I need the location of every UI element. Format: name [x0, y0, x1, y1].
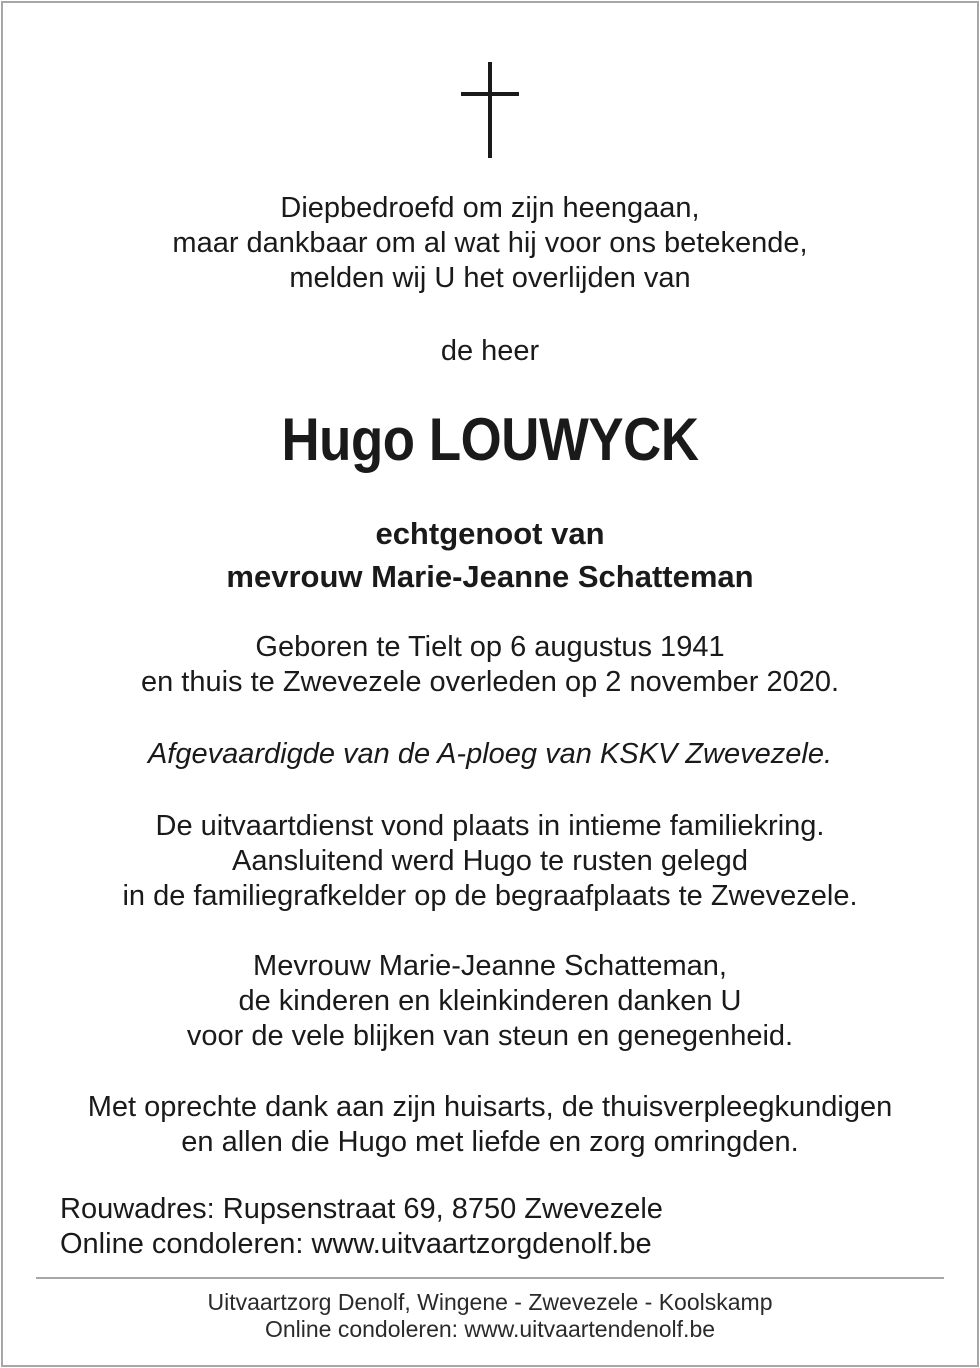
birth-line: Geboren te Tielt op 6 augustus 1941 — [255, 631, 725, 663]
service-line: De uitvaartdienst vond plaats in intieme familiekring. — [155, 810, 825, 842]
cross-icon — [0, 62, 980, 158]
gratitude-line: Met oprechte dank aan zijn huisarts, de thuisverpleegkundigen — [87, 1091, 893, 1123]
spouse-block — [0, 512, 980, 598]
footer-company: Uitvaartzorg Denolf, Wingene - Zwevezele - Koolskamp — [207, 1289, 773, 1315]
service-line: Aansluitend werd Hugo te rusten gelegd — [232, 845, 748, 877]
thanks-line: de kinderen en kleinkinderen danken U — [238, 985, 742, 1017]
birth-death-block — [0, 630, 980, 700]
online-condolence: Online condoleren: www.uitvaartzorgdenolf.be — [60, 1228, 652, 1260]
intro-text — [0, 191, 980, 296]
spouse-relation: echtgenoot van — [375, 516, 605, 551]
gratitude-block — [0, 1090, 980, 1160]
gratitude-line: en allen die Hugo met liefde en zorg omringden. — [181, 1126, 799, 1158]
intro-line: melden wij U het overlijden van — [289, 262, 691, 294]
service-block — [0, 809, 980, 914]
thanks-line: Mevrouw Marie-Jeanne Schatteman, — [253, 950, 727, 982]
footer — [0, 1289, 980, 1343]
footer-divider — [36, 1277, 944, 1279]
deceased-name: Hugo LOUWYCK — [281, 406, 699, 473]
footer-online: Online condoleren: www.uitvaartendenolf.be — [264, 1316, 716, 1342]
intro-line: maar dankbaar om al wat hij voor ons betekende, — [172, 227, 808, 259]
address-block — [60, 1192, 663, 1262]
role-line: Afgevaardigde van de A-ploeg van KSKV Zwevezele. — [147, 738, 833, 770]
thanks-line: voor de vele blijken van steun en genegenheid. — [186, 1020, 794, 1052]
thanks-block — [0, 949, 980, 1054]
intro-line: Diepbedroefd om zijn heengaan, — [280, 192, 700, 224]
service-line: in de familiegrafkelder op de begraafplaats te Zwevezele. — [122, 880, 858, 912]
spouse-name: mevrouw Marie-Jeanne Schatteman — [226, 559, 754, 594]
rouwadres: Rouwadres: Rupsenstraat 69, 8750 Zwevezele — [60, 1193, 663, 1225]
death-line: en thuis te Zwevezele overleden op 2 november 2020. — [140, 666, 840, 698]
role-block — [0, 737, 980, 772]
honorific: de heer — [440, 335, 540, 367]
honorific-block — [0, 334, 980, 369]
